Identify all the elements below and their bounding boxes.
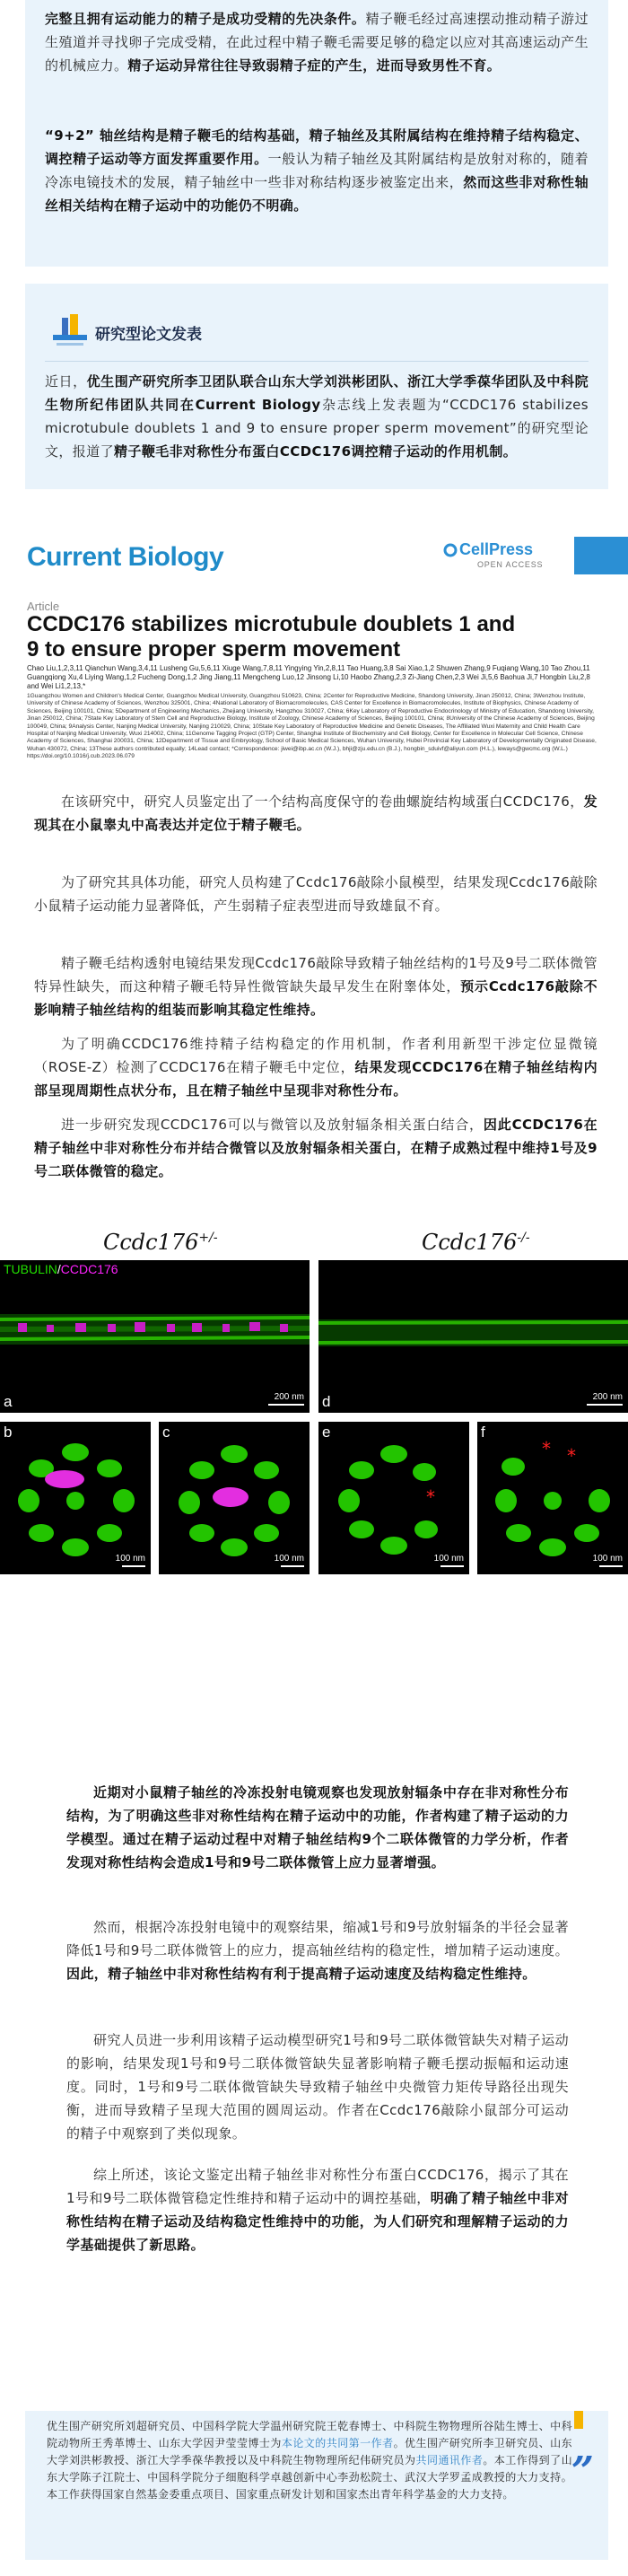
article-header-image <box>0 503 628 760</box>
blue-square <box>574 537 628 574</box>
panel-label-e: e <box>322 1424 331 1441</box>
cross-section-c <box>159 1422 310 1574</box>
body-paragraph-4: 为了明确CCDC176维持精子结构稳定的作用机制，作者利用新型干涉定位显微镜（ROSE-Z）检测了CCDC176在精子鞭毛中定位，结果发现CCDC176在精子轴丝结构内部呈现周期性点状分布，且在精子轴丝中呈现非对称性分布。 <box>34 1036 597 1099</box>
body-paragraph-5: 进一步研究发现CCDC176可以与微管以及放射辐条相关蛋白结合，因此CCDC176在精子轴丝中非对称性分布并结合微管以及放射辐条相关蛋白，在精子成熟过程中维持1号及9号二联体微管的稳定。 <box>34 1117 598 1179</box>
publication-card <box>25 284 608 489</box>
discussion-paragraph-2: 然而，根据冷冻投射电镜中的观察结果，缩减1号和9号放射辐条的半径会显著降低1号和9号二联体微管上的应力，提高轴丝结构的稳定性，增加精子运动速度。因此，精子轴丝中非对称性结构有利于提高精子运动速度及结构稳定性维持。 <box>66 1919 569 1982</box>
scale-bar-f <box>599 1565 623 1567</box>
scale-bar-e <box>440 1565 464 1567</box>
panel-d <box>318 1260 628 1413</box>
body-paragraph-2: 为了研究其具体功能，研究人员构建了Ccdc176敲除小鼠模型，结果发现Ccdc176敲除小鼠精子运动能力显著降低，产生弱精子症表型进而导致雄鼠不育。 <box>34 874 597 914</box>
cross-section-b <box>0 1422 151 1574</box>
current-biology-logo: Current Biology <box>27 542 224 572</box>
knockout-header: Ccdc176-/- <box>422 1230 530 1255</box>
card-title: 研究型论文发表 <box>95 326 202 344</box>
article-title: CCDC176 stabilizes microtubule doublets 1 and 9 to ensure proper sperm movement <box>27 612 516 662</box>
panel-f <box>477 1422 628 1574</box>
heterozygous-header: Ccdc176+/- <box>103 1230 218 1255</box>
cross-section-f <box>477 1422 628 1574</box>
missing-doublet-marker-f1: * <box>542 1438 551 1459</box>
card-divider <box>45 361 589 362</box>
scale-bar-a <box>268 1404 304 1406</box>
discussion-paragraph-3: 研究人员进一步利用该精子运动模型研究1号和9号二联体微管缺失对精子运动的影响，结果发现1号和9号二联体微管缺失显著影响精子鞭毛摆动振幅和运动速度。同时，1号和9号二联体微管缺失导致精子轴丝中央微管力矩传导路径出现失衡，进而导致精子呈现大范围的圆周运动。作者在Ccdc176敲除小鼠部分可运动的精子中观察到了类似现象。 <box>66 2032 569 2142</box>
author-info-box <box>25 2411 608 2560</box>
cross-section-e <box>318 1422 469 1574</box>
discussion-paragraph-1: 近期对小鼠精子轴丝的冷冻投射电镜观察也发现放射辐条中存在非对称性分布结构，为了明确这些非对称性结构在精子运动中的功能，作者构建了精子运动的力学模型。通过在精子运动过程中对精子轴丝结构9个二联体微管的力学分析，作者发现对称性结构会造成1号和9号二联体微管上应力显著增强。 <box>66 1784 569 1871</box>
scale-bar-c <box>281 1565 304 1567</box>
flagellum-image-a <box>0 1260 310 1413</box>
missing-doublet-marker-f2: * <box>567 1445 576 1467</box>
cellpress-icon <box>443 543 458 557</box>
author-info-paragraph: 优生围产研究所刘超研究员、中国科学院大学温州研究院王乾春博士、中科院生物物理所谷陆生博士、中科院动物所王秀革博士、山东大学因尹莹莹博士为本论文的共同第一作者。优生围产研究所李卫研究员、山东大学刘洪彬教授、浙江大学季葆华教授以及中科院生物物理所纪伟研究员为共同通讯作者。本工作得到了山东大学陈子江院士、中国科学院分子细胞科学卓越创新中心李劲松院士、武汉大学罗孟成教授的大力支持。本工作获得国家自然基金委重点项目、国家重点研发计划和国家杰出青年科学基金的大力支持。 <box>47 2420 573 2501</box>
panel-label-d: d <box>322 1393 331 1410</box>
article-affiliations: 1Guangzhou Women and Children's Medical Center, Guangzhou Medical University, Guangzhou 510623, China; 2Center for Reproductive Medicine, Shandong University, Jinan 250012, China; 3Wenzhou Institute, University of Chinese Academy of Sciences, Wenzhou 325001, China; 4National Laboratory of Biomacromolecules, CAS Center for Excellence in Biomacromolecules, Institute of Biophysics, Chinese Academy of Sciences, Beijing 100101, China; 5Department of Engineering Mechanics, Zhejiang University, Hangzhou 310027, China; 6Key Laboratory of Reproductive Endocrinology of Ministry of Education, Shandong University, Jinan 250012, China; 7State Key Laboratory of Stem Cell and Reproductive Biology, Institute of Zoology, Chinese Academy of Sciences, Beijing 100101, China; 8University of the Chinese Academy of Sciences, Beijing 100049, China; 9Analysis Center, Nanjing Medical University, Nanjing 210029, China; 10State Key Laboratory of Reproductive Medicine and Genetic Diseases, The Affiliated Wuxi Maternity and Child Health Care Hospital of Nanjing Medical University, Wuxi 214002, China; 11Genome Tagging Project (GTP) Center, Shanghai Institute of Biochemistry and Cell Biology, Center for Excellence in Molecular Cell Science, Chinese Academy of Sciences, Shanghai 200031, China; 12Department of Tissue and Embryology, School of Basic Medical Sciences, Wuhan University, Hubei Provincial Key Laboratory of Developmentally Originated Disease, Wuhan 430072, China; 13These authors contributed equally; 14Lead contact; *Correspondence: jiwei@ibp.ac.cn (W.J.), bhji@zju.edu.cn (B.J.), hongbin_sduivf@aliyun.com (H.L.), leways@gwcmc.org (W.L.) https://doi.org/10.1016/j.cub.2023.06.079 <box>27 693 597 760</box>
panel-e <box>318 1422 469 1574</box>
panel-a <box>0 1260 310 1413</box>
panel-c <box>159 1422 310 1574</box>
quote-mark-icon: ” <box>571 2449 594 2494</box>
panel-label-c: c <box>162 1424 170 1441</box>
microscopy-figure <box>0 1230 628 1607</box>
article-authors: Chao Liu,1,2,3,11 Qianchun Wang,3,4,11 Lusheng Gu,5,6,11 Xiuge Wang,7,8,11 Yingying Yin,2,8,11 Tao Huang,3,8 Sai Xiao,1,2 Shuwen Zhang,9 Fuqiang Wang,10 Tao Zhou,11 Guangqiong Xu,4 Liying Wang,1,2 Fucheng Dong,1,2 Jing Jiang,11 Mengcheng Luo,12 Jinsong Li,10 Haobo Zhang,2,3 Zi-Jiang Chen,2,3 Wei Ji,5,6 Baohua Ji,7 Hongbin Liu,2,8 and Wei Li1,2,13,* <box>27 664 590 690</box>
panel-label-a: a <box>4 1393 13 1410</box>
scale-text-e: 100 nm <box>433 1554 464 1564</box>
intro-box <box>25 0 608 267</box>
scale-text-b: 100 nm <box>115 1554 145 1564</box>
panel-label-f: f <box>481 1424 485 1441</box>
scale-text-a: 200 nm <box>274 1392 304 1402</box>
scale-text-d: 200 nm <box>592 1392 623 1402</box>
yellow-accent-bar <box>574 2411 583 2429</box>
intro-paragraph-2: “9+2” 轴丝结构是精子鞭毛的结构基础，精子轴丝及其附属结构在维持精子结构稳定、调控精子运动等方面发挥重要作用。一般认为精子轴丝及其附属结构是放射对称的，随着冷冻电镜技术的发展，精子轴丝中一些非对称结构逐步被鉴定出来，然而这些非对称性轴丝相关结构在精子运动中的功能仍不明确。 <box>45 127 589 214</box>
intro-paragraph-1: 完整且拥有运动能力的精子是成功受精的先决条件。精子鞭毛经过高速摆动推动精子游过生殖道并寻找卵子完成受精，在此过程中精子鞭毛需要足够的稳定以应对其高速运动产生的机械应力。精子运动异常往往导致弱精子症的产生，进而导致男性不育。 <box>45 11 589 74</box>
body-paragraph-3: 精子鞭毛结构透射电镜结果发现Ccdc176敲除导致精子轴丝结构的1号及9号二联体微管特异性缺失，而这种精子鞭毛特异性微管缺失最早发生在附睾体处，预示Ccdc176敲除不影响精子轴丝结构的组装而影响其稳定性维持。 <box>34 955 597 1018</box>
card-paragraph: 近日，优生围产研究所李卫团队联合山东大学刘洪彬团队、浙江大学季葆华团队及中科院生物所纪伟团队共同在Current Biology杂志线上发表题为“CCDC176 stabilizes microtubule doublets 1 and 9 to ensure proper sperm movement”的研究型论文，报道了精子鞭毛非对称性分布蛋白CCDC176调控精子运动的作用机制。 <box>45 373 589 460</box>
body-paragraph-1: 在该研究中，研究人员鉴定出了一个结构高度保守的卷曲螺旋结构域蛋白CCDC176，发现其在小鼠睾丸中高表达并定位于精子鞭毛。 <box>34 793 598 833</box>
panel-label-b: b <box>4 1424 13 1441</box>
scale-text-f: 100 nm <box>592 1554 623 1564</box>
open-access-label: OPEN ACCESS <box>477 560 544 569</box>
article-type: Article <box>27 600 60 613</box>
panel-b <box>0 1422 151 1574</box>
graduation-flask-icon <box>50 311 90 350</box>
scale-bar-d <box>587 1404 623 1406</box>
channel-legend: TUBULIN/CCDC176 <box>4 1262 118 1276</box>
cellpress-logo: CellPress <box>459 540 534 558</box>
scale-bar-b <box>122 1565 145 1567</box>
missing-doublet-marker-e: * <box>426 1486 435 1508</box>
discussion-paragraph-4: 综上所述，该论文鉴定出精子轴丝非对称性分布蛋白CCDC176，揭示了其在1号和9号二联体微管稳定性维持和精子运动中的调控基础，明确了精子轴丝中非对称性结构在精子运动及结构稳定性维持中的功能，为人们研究和理解精子运动的力学基础提供了新思路。 <box>66 2167 569 2253</box>
scale-text-c: 100 nm <box>274 1554 304 1564</box>
flagellum-image-d <box>318 1260 628 1413</box>
